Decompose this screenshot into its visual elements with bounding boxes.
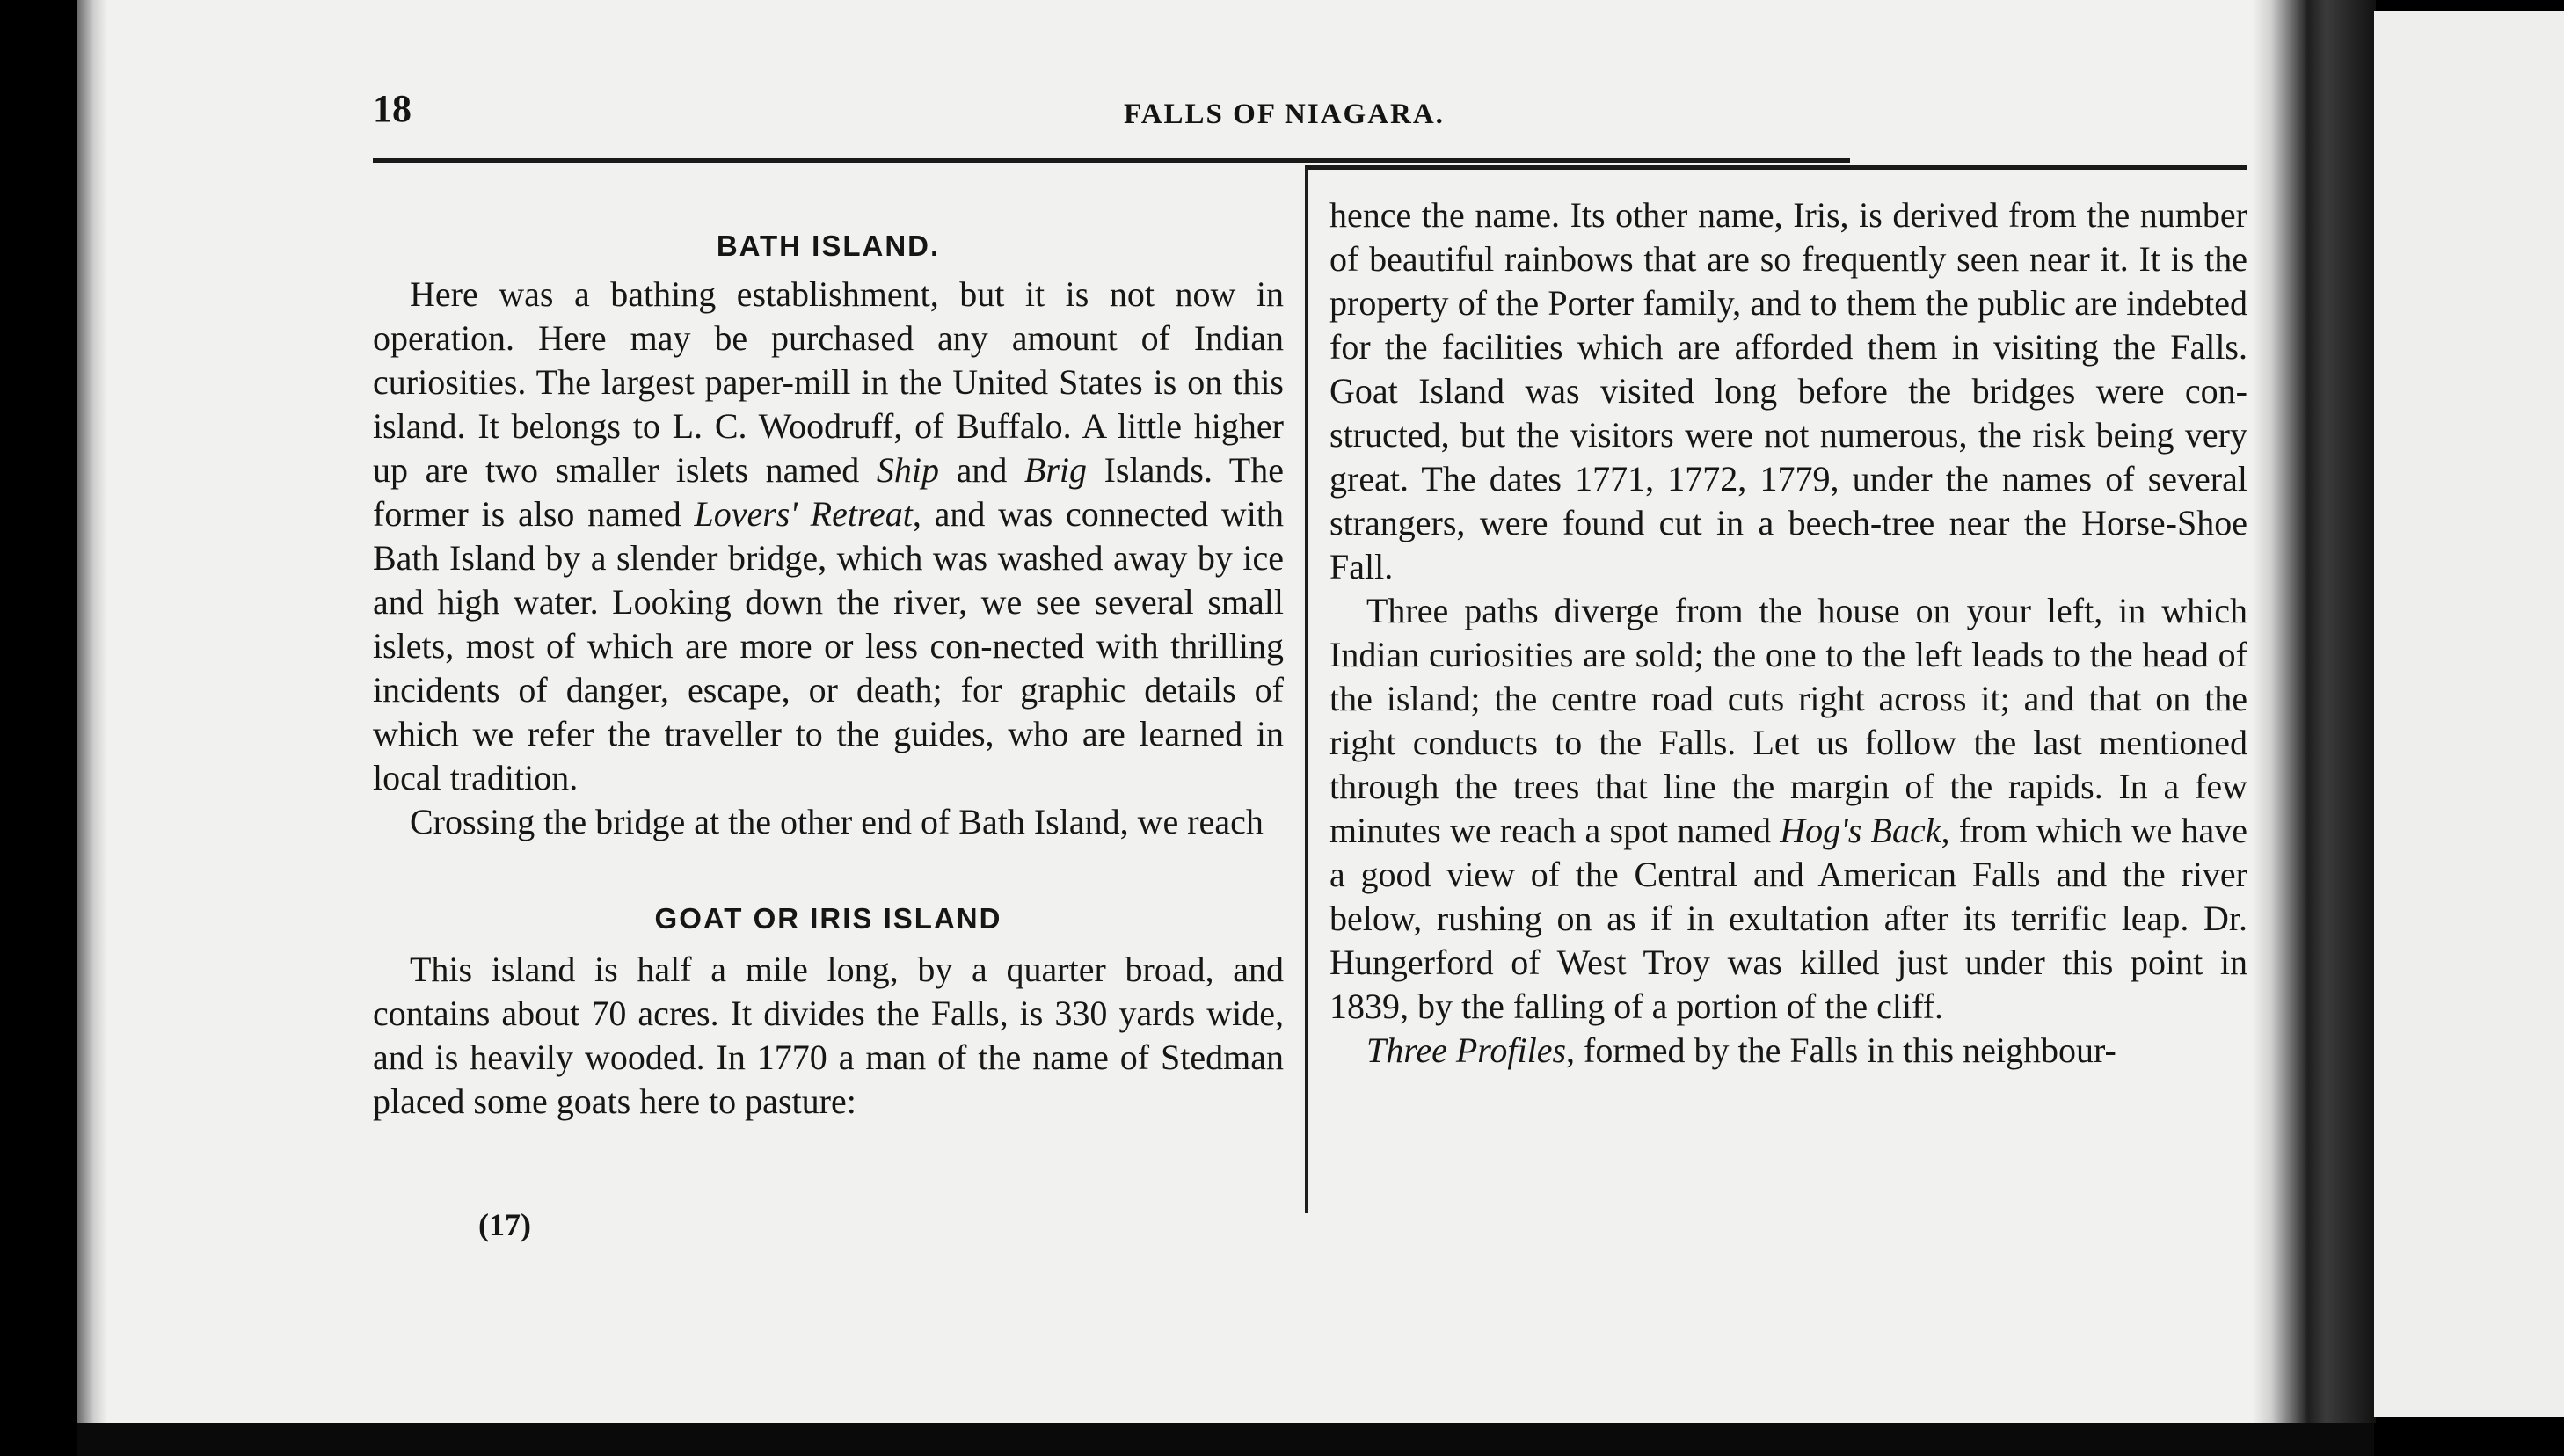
- bath-island-paragraph-2: Crossing the bridge at the other end of Bath Island, we reach: [410, 802, 1264, 841]
- next-page-edge: [2374, 11, 2564, 1417]
- three-profiles-name: Three Profiles: [1366, 1030, 1567, 1070]
- left-column: [373, 220, 1284, 1124]
- page-left-edge: [77, 0, 107, 1423]
- text-run: , formed by the Falls in this neighbour-: [1566, 1030, 2116, 1070]
- text-run: Three paths diverge from the house on your left, in which Indian curiosities are sold; the one to the left leads to the head of the island; the centre road cuts right across it; and that on the right conducts to the Falls. Let us follow the last mentioned through the trees that line the margin of the rapids. In a few minutes we reach a spot named: [1329, 591, 2247, 850]
- bath-island-paragraph-1: [373, 273, 1284, 800]
- brig-island-name: Brig: [1023, 450, 1088, 490]
- header-rule-left: [373, 158, 1850, 163]
- text-run: , and was connected with Bath Island by a slender bridge, which was washed away by ice and high water. Looking down the river, we see several small islets, most of which are more or less con-nected with thrilling incidents of danger, escape, or death; for graphic details of which we refer the traveller to the guides, who are learned in local tradition.: [373, 494, 1284, 797]
- bottom-shadow: [77, 1423, 2374, 1456]
- right-paragraph-3: [1329, 1029, 2247, 1073]
- text-run: and: [939, 450, 1024, 490]
- hogs-back-name: Hog's Back: [1780, 811, 1941, 850]
- folio-mark: (17): [478, 1207, 531, 1242]
- right-paragraph-1: hence the name. Its other name, Iris, is derived from the number of beautiful rainbows that are so frequently seen near it. It is the property of the Porter family, and to them the public are indebted for the facilities which are afforded them in visiting the Falls. Goat Island was visited long before the bridges were con-structed, but the visitors were not numerous, the risk being very great. The dates 1771, 1772, 1779, under the names of several strangers, were found cut in a beech-tree near the Horse-Shoe Fall.: [1329, 195, 2247, 586]
- header-rule-right: [1305, 165, 2247, 170]
- book-spine-shadow: [2253, 0, 2376, 1423]
- running-title: FALLS OF NIAGARA.: [1124, 98, 1445, 130]
- page-number: 18: [373, 87, 412, 130]
- text-run: Islands. The former is also named: [373, 450, 1284, 534]
- text-run: Here was a bathing establishment, but it is not now in operation. Here may be purchased any amount of Indian curiosities. The largest paper-mill in the United States is on this island. It belongs to L. C. Woodruff, of Buffalo. A little higher up are two smaller islets named: [373, 274, 1284, 490]
- book-page: [77, 0, 2346, 1423]
- column-divider: [1305, 167, 1308, 1213]
- text-run: , from which we have a good view of the Central and American Falls and the river below, rushing on as if in exultation after its terrific leap. Dr. Hungerford of West Troy was killed just under this point in 1839, by the falling of a portion of the cliff.: [1329, 811, 2248, 1026]
- right-paragraph-2: [1329, 589, 2247, 1029]
- ship-island-name: Ship: [876, 450, 939, 490]
- goat-island-paragraph-1: This island is half a mile long, by a quarter broad, and contains about 70 acres. It divides the Falls, is 330 yards wide, and is heavily wooded. In 1770 a man of the name of Stedman placed some goats here to pasture:: [373, 950, 1284, 1121]
- right-column: [1329, 193, 2247, 1073]
- lovers-retreat-name: Lovers' Retreat: [694, 494, 913, 534]
- bath-island-heading: BATH ISLAND.: [716, 229, 941, 262]
- goat-island-heading: GOAT OR IRIS ISLAND: [654, 902, 1002, 935]
